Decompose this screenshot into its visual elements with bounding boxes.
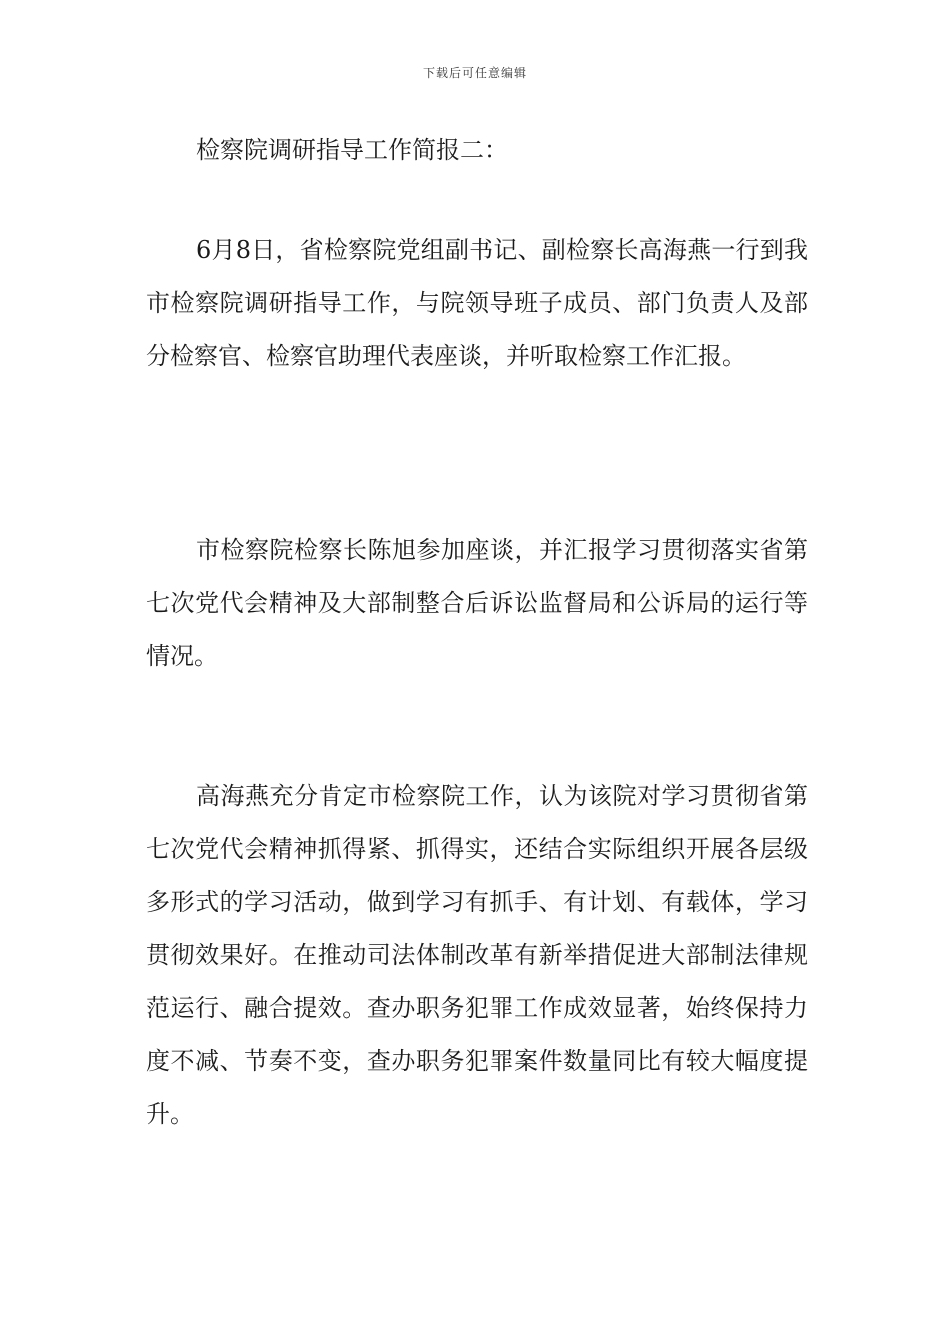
paragraph-chief-report: 市检察院检察长陈旭参加座谈，并汇报学习贯彻落实省第七次党代会精神及大部制整合后诉讼监督局和公诉局的运行等情况。 — [146, 536, 808, 670]
paragraph-affirmation: 高海燕充分肯定市检察院工作，认为该院对学习贯彻省第七次党代会精神抓得紧、抓得实，还结合实际组织开展各层级多形式的学习活动，做到学习有抓手、有计划、有载体，学习贯彻效果好。在推动司法体制改革有新举措促进大部制法律规范运行、融合提效。查办职务犯罪工作成效显著，始终保持力度不减、节奏不变，查办职务犯罪案件数量同比有较大幅度提升。 — [146, 782, 808, 1128]
document-title: 检察院调研指导工作简报二： — [196, 136, 508, 164]
header-note: 下载后可任意编辑 — [422, 66, 527, 80]
paragraph-meeting-visit: 6月8日，省检察院党组副书记、副检察长高海燕一行到我市检察院调研指导工作，与院领导班子成员、部门负责人及部分检察官、检察官助理代表座谈，并听取检察工作汇报。 — [146, 236, 808, 370]
